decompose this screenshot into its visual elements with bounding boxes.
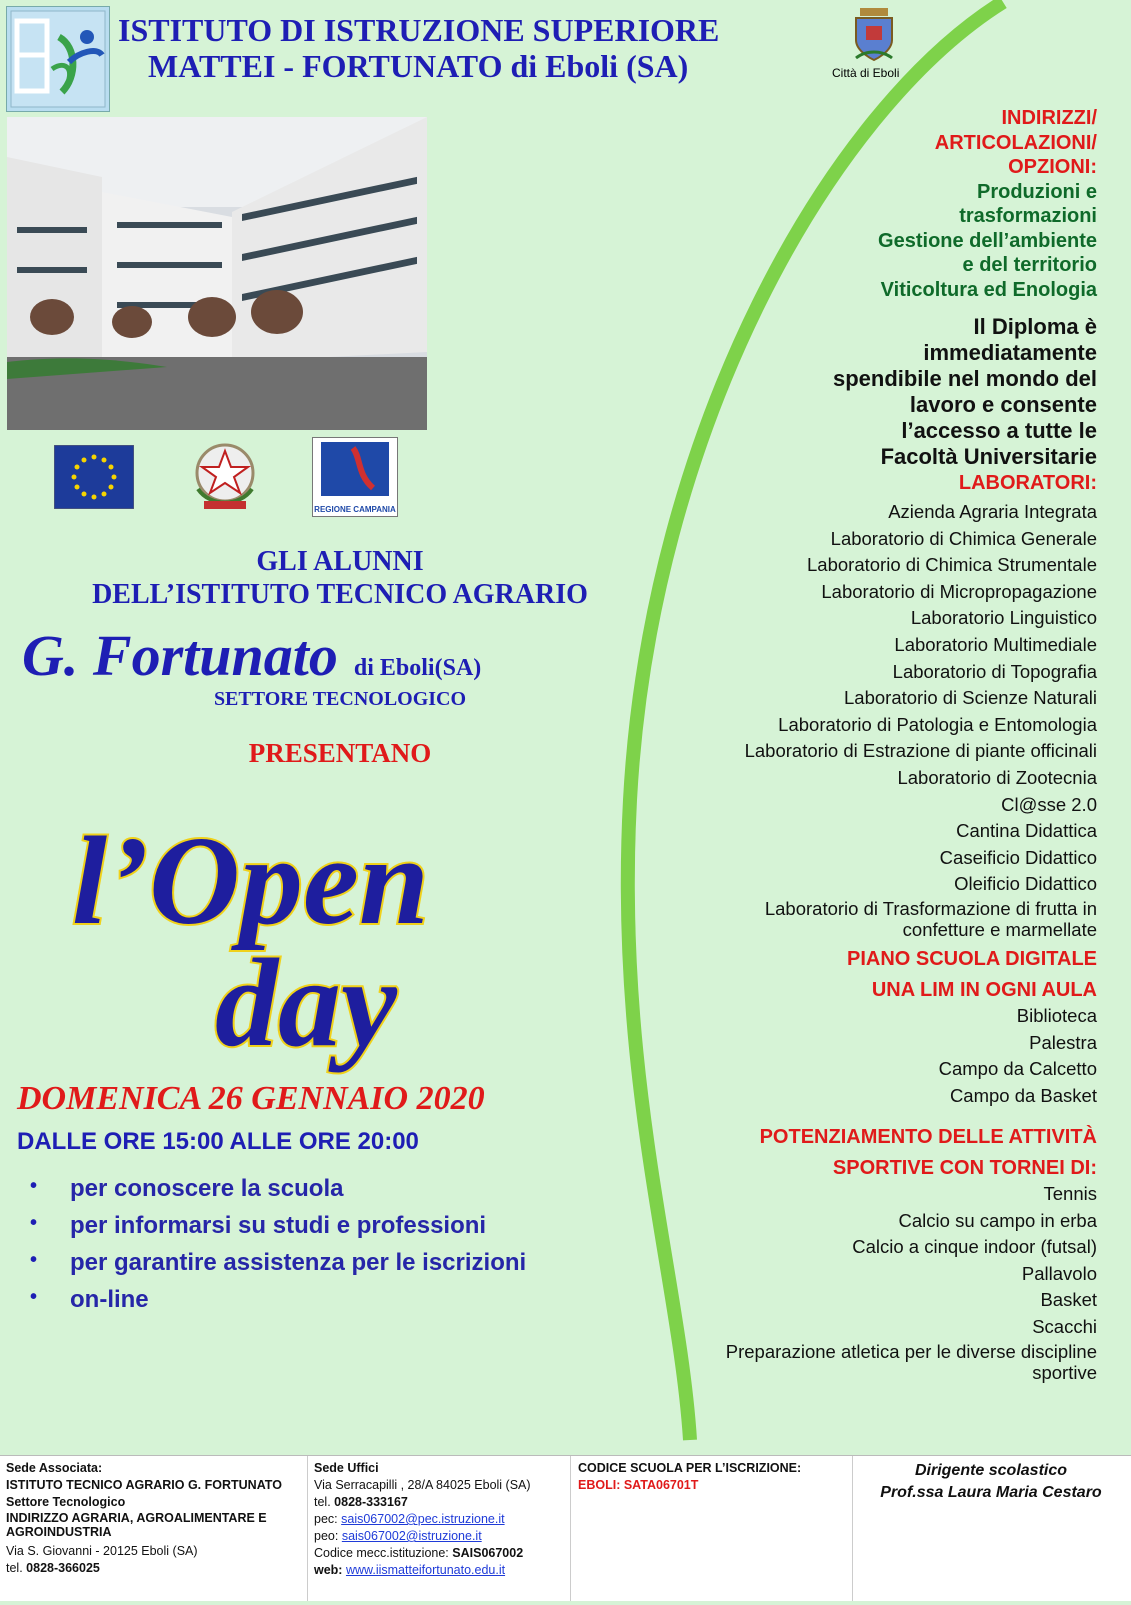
diploma-line: spendibile nel mondo del [832, 366, 1097, 391]
indirizzi-title-line: INDIRIZZI/ [1001, 107, 1097, 129]
event-hours: DALLE ORE 15:00 ALLE ORE 20:00 [17, 1128, 419, 1155]
dirigente-name: Prof.ssa Laura Maria Cestaro [880, 1484, 1102, 1501]
torneo-item: Tennis [1043, 1183, 1097, 1204]
header-title-line2: MATTEI - FORTUNATO di Eboli (SA) [148, 48, 689, 84]
school-name: G. Fortunato [22, 623, 338, 688]
laboratori-list [745, 499, 1097, 940]
school-building-photo [7, 117, 427, 430]
header-title-line1: ISTITUTO DI ISTRUZIONE SUPERIORE [118, 12, 720, 48]
sector-label: SETTORE TECNOLOGICO [213, 688, 467, 710]
torneo-item: Calcio su campo in erba [898, 1209, 1097, 1231]
city-label: Città di Eboli [832, 66, 900, 80]
presentano-label: PRESENTANO [248, 738, 432, 768]
footer [0, 1455, 1131, 1601]
torneo-item: Basket [1040, 1289, 1097, 1311]
uffici-title: Sede Uffici [314, 1461, 379, 1475]
potenziamento-section [760, 1122, 1097, 1184]
sede-associata-title: Sede Associata: [6, 1461, 103, 1475]
pec-link[interactable]: sais067002@pec.istruzione.it [341, 1512, 505, 1526]
diploma-line: Il Diploma è [973, 314, 1097, 339]
uffici-phone: tel. 0828-333167 [314, 1495, 408, 1509]
eu-flag-icon [54, 445, 134, 509]
laboratori-item: Laboratorio di Micropropagazione [821, 580, 1097, 602]
intro-line1: GLI ALUNNI [256, 546, 424, 577]
purpose-list [16, 1175, 526, 1323]
struttura-item: Palestra [1029, 1031, 1097, 1053]
laboratori-item: Azienda Agraria Integrata [888, 501, 1097, 522]
peo-link[interactable]: sais067002@istruzione.it [341, 1529, 482, 1543]
laboratori-item: Laboratorio di Patologia e Entomologia [778, 713, 1097, 735]
italian-republic-emblem-icon [190, 437, 260, 513]
peo-line: peo: sais067002@istruzione.it [314, 1529, 482, 1543]
laboratori-item: Oleificio Didattico [954, 873, 1097, 895]
piano-line: PIANO SCUOLA DIGITALE [847, 948, 1097, 970]
torneo-item: Scacchi [1032, 1315, 1097, 1337]
laboratori-title: LABORATORI: [958, 472, 1097, 494]
sede-associata-sector: Settore Tecnologico [6, 1495, 126, 1509]
pec-line: pec: sais067002@pec.istruzione.it [314, 1512, 505, 1526]
laboratori-item: Laboratorio di Chimica Generale [830, 527, 1097, 549]
footer-sede-associata [6, 1456, 296, 1605]
potenziamento-line: POTENZIAMENTO DELLE ATTIVITÀ [759, 1126, 1097, 1148]
school-logo-icon [7, 7, 109, 111]
diploma-section [833, 314, 1097, 470]
footer-sede-uffici [314, 1456, 564, 1605]
torneo-item: Calcio a cinque indoor (futsal) [852, 1236, 1097, 1258]
regione-campania-label: REGIONE CAMPANIA [314, 505, 396, 514]
uffici-address: Via Serracapilli , 28/A 84025 Eboli (SA) [314, 1478, 531, 1492]
regione-campania-icon [313, 438, 397, 500]
torneo-item: Preparazione atletica per le diverse discipline [725, 1340, 1097, 1362]
purpose-item-continuation: • on-line [16, 1286, 526, 1323]
indirizzi-section [878, 106, 1097, 302]
laboratori-item: Laboratorio di Estrazione di piante officinali [744, 740, 1097, 762]
diploma-line: Facoltà Universitarie [880, 444, 1097, 469]
sede-associata-phone: tel. 0828-366025 [6, 1561, 100, 1575]
diploma-line: l’accesso a tutte le [901, 418, 1097, 443]
event-date: DOMENICA 26 GENNAIO 2020 [17, 1080, 485, 1117]
laboratori-item: Caseificio Didattico [939, 846, 1097, 868]
indirizzi-title-line: ARTICOLAZIONI/ [934, 131, 1097, 154]
tornei-list [726, 1181, 1097, 1383]
laboratori-item: Laboratorio Linguistico [910, 607, 1097, 629]
laboratori-item: Laboratorio di Scienze Naturali [844, 687, 1097, 709]
piano-line: UNA LIM IN OGNI AULA [871, 979, 1097, 1001]
diploma-line: immediatamente [923, 340, 1097, 365]
footer-codice-scuola [578, 1456, 836, 1605]
school-city: di Eboli(SA) [353, 655, 482, 681]
potenziamento-line: SPORTIVE CON TORNEI DI: [832, 1157, 1097, 1179]
open-day-line1: l’Open [72, 812, 429, 951]
strutture-list [939, 1003, 1097, 1109]
laboratori-item: Laboratorio Multimediale [894, 633, 1097, 655]
open-day-line2: day [215, 934, 397, 1073]
web-link[interactable]: www.iismatteifortunato.edu.it [345, 1563, 506, 1577]
laboratori-item: Laboratorio di Trasformazione di frutta in [764, 897, 1097, 919]
footer-dirigente [856, 1456, 1126, 1605]
purpose-item: • per conoscere la scuola [16, 1175, 526, 1212]
sede-associata-name: ISTITUTO TECNICO AGRARIO G. FORTUNATO [6, 1478, 282, 1492]
purpose-item: • per informarsi su studi e professioni [16, 1212, 526, 1249]
regione-campania-logo [312, 437, 398, 517]
indirizzi-item: Produzioni e [977, 180, 1097, 203]
sede-associata-indirizzo: AGROINDUSTRIA [6, 1525, 112, 1539]
struttura-item: Campo da Calcetto [938, 1058, 1097, 1080]
struttura-item: Campo da Basket [949, 1084, 1097, 1106]
laboratori-item: confetture e marmellate [902, 918, 1097, 940]
city-crest-icon [852, 6, 896, 62]
laboratori-item: Laboratorio di Chimica Strumentale [807, 554, 1097, 576]
intro-line2: DELL’ISTITUTO TECNICO AGRARIO [92, 579, 588, 610]
diploma-line: lavoro e consente [909, 392, 1097, 417]
laboratori-item: Laboratorio di Topografia [892, 660, 1097, 682]
torneo-item: Pallavolo [1021, 1262, 1097, 1284]
indirizzi-item: e del territorio [962, 254, 1097, 276]
school-logo [6, 6, 110, 112]
sede-associata-address: Via S. Giovanni - 20125 Eboli (SA) [6, 1544, 198, 1558]
dirigente-title: Dirigente scolastico [914, 1462, 1068, 1479]
indirizzi-title-line: OPZIONI: [1008, 156, 1097, 178]
codice-value: EBOLI: SATA06701T [578, 1478, 699, 1492]
mecc-line: Codice mecc.istituzione: SAIS067002 [314, 1546, 524, 1560]
sede-associata-indirizzo: INDIRIZZO AGRARIA, AGROALIMENTARE E [6, 1511, 267, 1525]
codice-title: CODICE SCUOLA PER L’ISCRIZIONE: [578, 1461, 802, 1475]
piano-digitale-section [847, 944, 1097, 1006]
web-line: web: www.iismatteifortunato.edu.it [314, 1563, 506, 1577]
indirizzi-item: Gestione dell’ambiente [878, 229, 1097, 252]
open-day-title [50, 805, 570, 1075]
struttura-item: Biblioteca [1016, 1005, 1097, 1026]
torneo-item: sportive [1032, 1361, 1097, 1383]
laboratori-item: Cantina Didattica [956, 820, 1097, 842]
laboratori-item: Laboratorio di Zootecnia [897, 766, 1097, 788]
laboratori-item: Cl@sse 2.0 [1001, 793, 1097, 815]
indirizzi-item: trasformazioni [959, 205, 1097, 227]
purpose-item: • per garantire assistenza per le iscrizioni [16, 1249, 526, 1286]
indirizzi-item: Viticoltura ed Enologia [880, 278, 1097, 301]
